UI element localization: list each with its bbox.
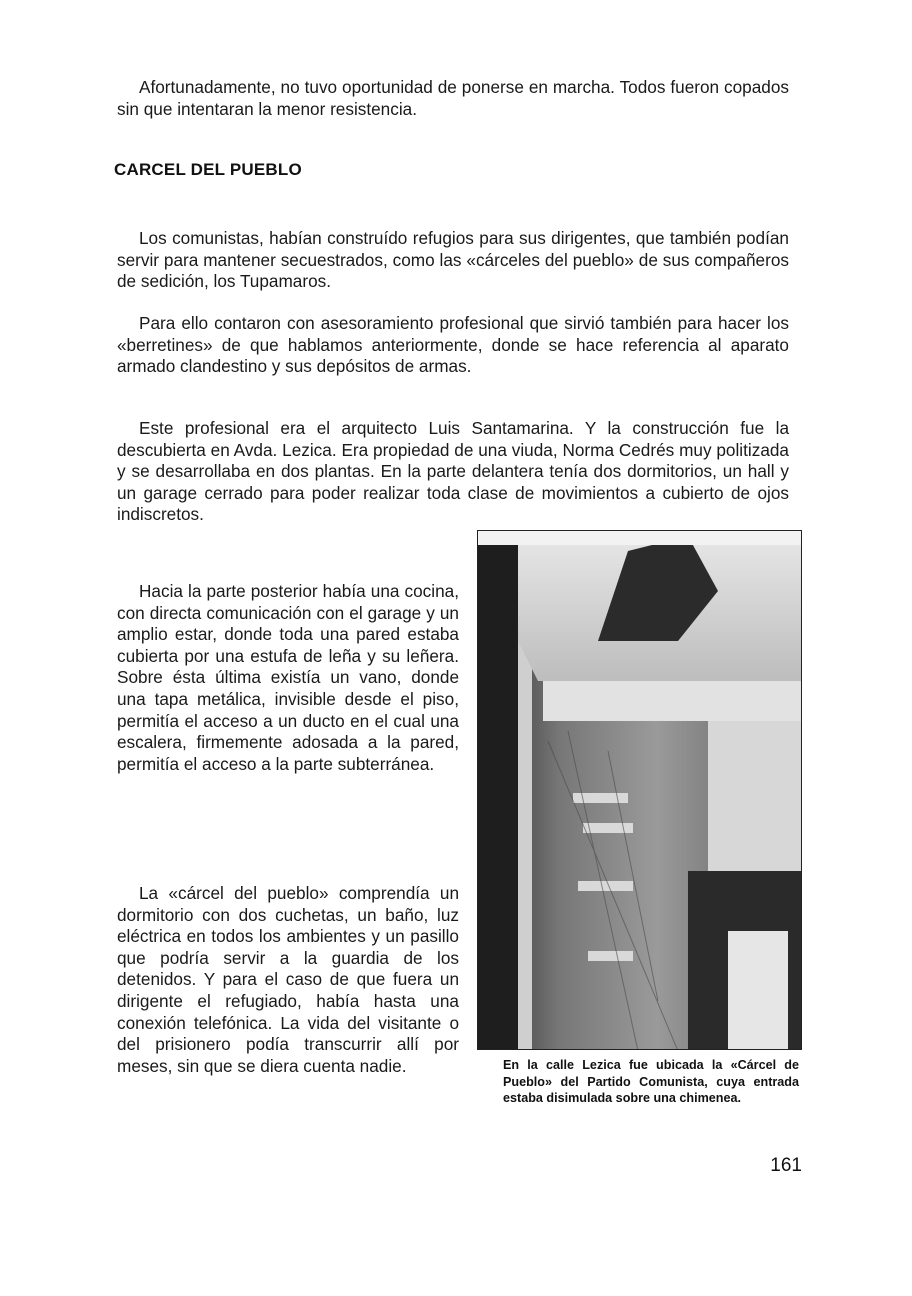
- paragraph-refugios: Los comunistas, habían construído refugios para sus dirigentes, que también podían servir para mantener secuestrados, como las «cárceles del pueblo» de sus compañeros de sedición, los Tupamaros.: [117, 228, 789, 292]
- intro-paragraph: Afortunadamente, no tuvo oportunidad de ponerse en marcha. Todos fueron copados sin que intentaran la menor resistencia.: [117, 77, 789, 119]
- paragraph-arquitecto: Este profesional era el arquitecto Luis Santamarina. Y la construcción fue la descubierta en Avda. Lezica. Era propiedad de una viuda, Norma Cedrés muy politizada y se desarrollaba en dos plantas. En la parte delantera tenía dos dormitorios, un hall y un garage cerrado para poder realizar toda clase de movimientos a cubierto de ojos indiscretos.: [117, 418, 789, 525]
- paragraph-carcel: La «cárcel del pueblo» comprendía un dormitorio con dos cuchetas, un baño, luz eléctrica en todos los ambientes y un pasillo que podría servir a la guardia de los detenidos. Y para el caso de que fuera un dirigente el refugiado, había hasta una conexión telefónica. La vida del visitante o del prisionero podía transcurrir allí por meses, sin que se diera cuenta nadie.: [117, 883, 459, 1076]
- paragraph-cocina: Hacia la parte posterior había una cocina, con directa comunicación con el garage y un amplio estar, donde toda una pared estaba cubierta por una estufa de leña y su leñera. Sobre ésta última existía un vano, donde una tapa metálica, invisible desde el piso, permitía el acceso a un ducto en el cual una escalera, firmemente adosada a la pared, permitía el acceso a la parte subterránea.: [117, 581, 459, 774]
- paragraph-asesoramiento: Para ello contaron con asesoramiento profesional que sirvió también para hacer los «berretines» de que hablamos anteriormente, donde se hace referencia al aparato armado clandestino y sus depósitos de armas.: [117, 313, 789, 377]
- photo-caption: En la calle Lezica fue ubicada la «Cárcel de Pueblo» del Partido Comunista, cuya entrada estaba disimulada sobre una chimenea.: [503, 1058, 799, 1106]
- chimney-photo: [477, 530, 802, 1050]
- page-number: 161: [770, 1155, 802, 1176]
- section-heading: CARCEL DEL PUEBLO: [114, 160, 302, 179]
